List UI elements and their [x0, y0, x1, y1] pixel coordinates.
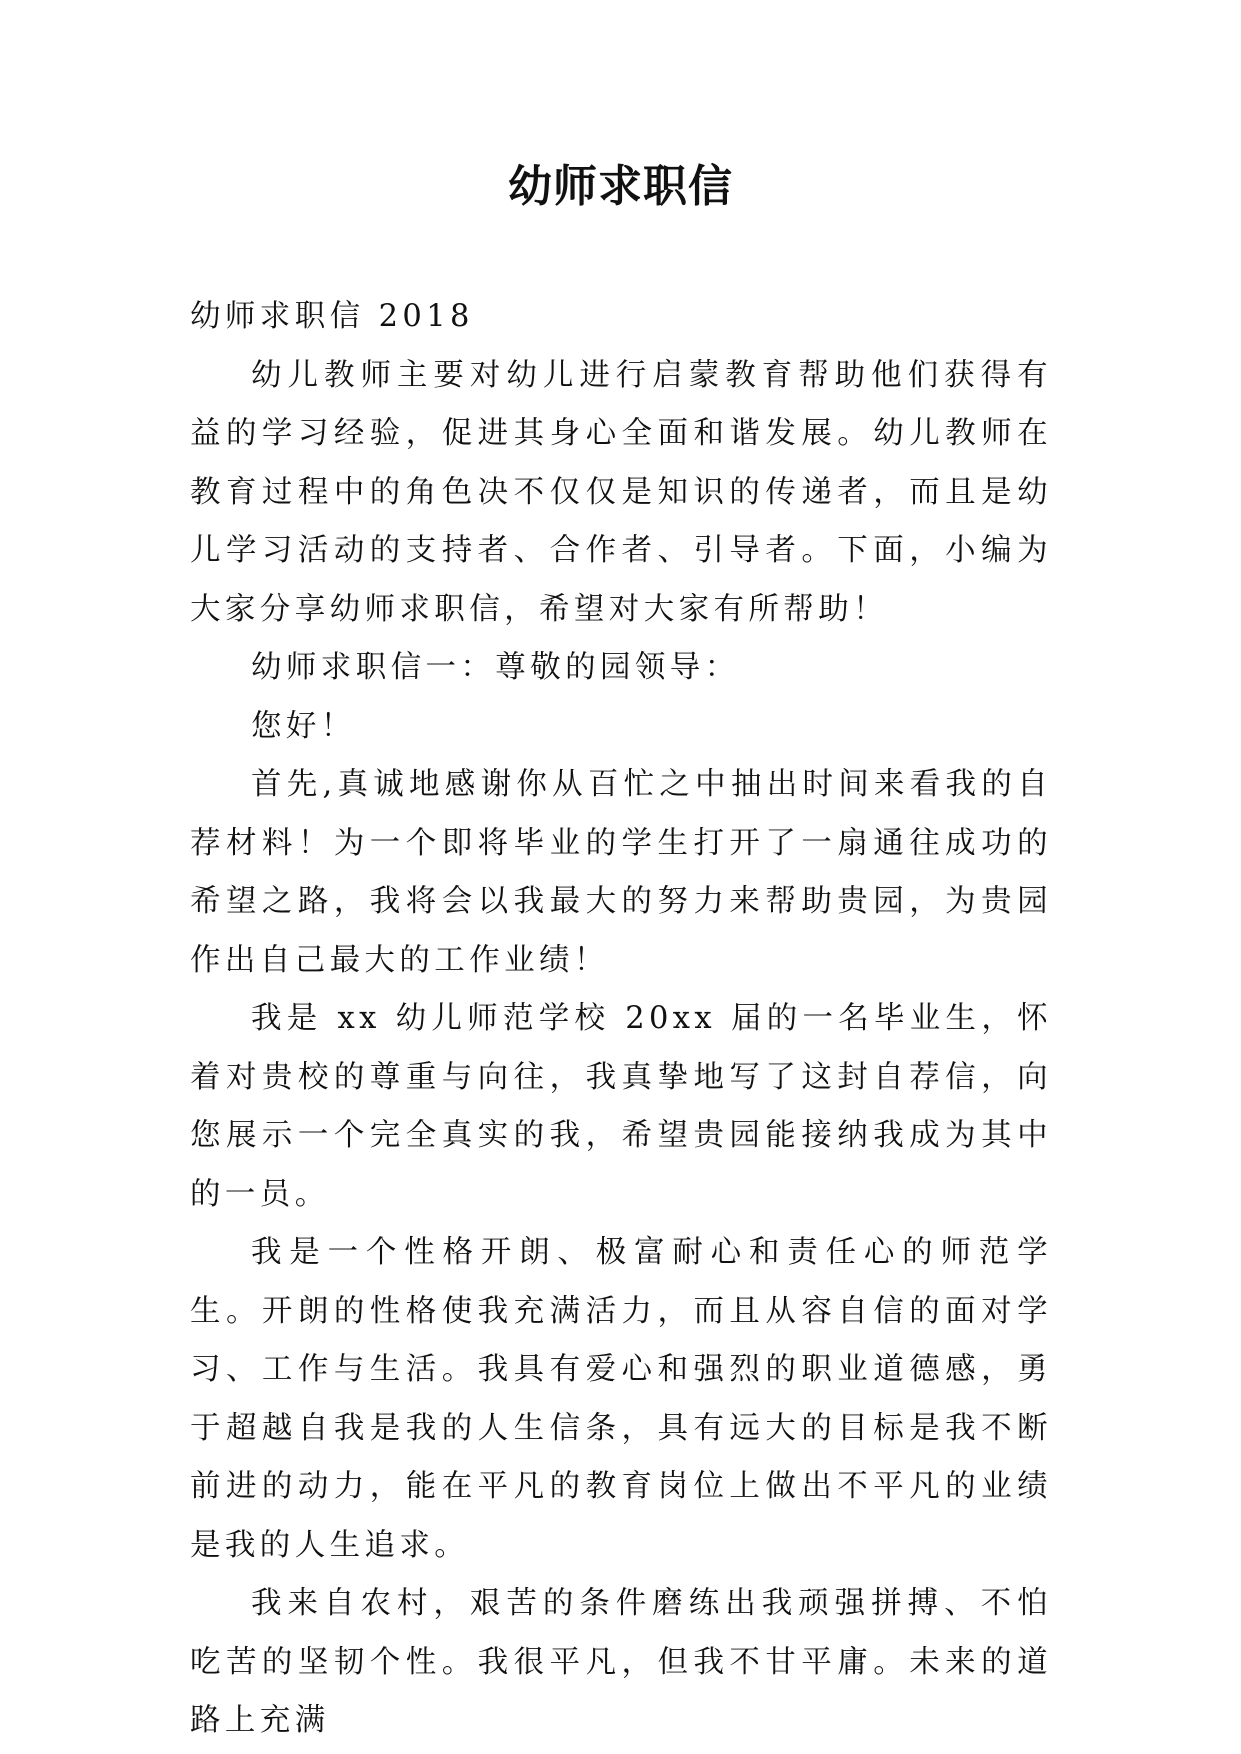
paragraph-thanks: 首先,真诚地感谢你从百忙之中抽出时间来看我的自荐材料！为一个即将毕业的学生打开了一扇通往成功的希望之路，我将会以我最大的努力来帮助贵园，为贵园作出自己最大的工作业绩！ — [190, 767, 1052, 978]
paragraph-greeting: 您好！ — [251, 708, 356, 744]
paragraph-background: 我来自农村，艰苦的条件磨练出我顽强拼搏、不怕吃苦的坚韧个性。我很平凡，但我不甘平庸。未来的道路上充满 — [190, 1586, 1052, 1738]
document-title: 幼师求职信 — [508, 161, 733, 212]
paragraph-personality: 我是一个性格开朗、极富耐心和责任心的师范学生。开朗的性格使我充满活力，而且从容自信的面对学习、工作与生活。我具有爱心和强烈的职业道德感，勇于超越自我是我的人生信条，具有远大的目标是我不断前进的动力，能在平凡的教育岗位上做出不平凡的业绩是我的人生追求。 — [190, 1235, 1052, 1563]
paragraph-heading-year: 幼师求职信 2018 — [190, 299, 474, 334]
paragraph-intro: 幼儿教师主要对幼儿进行启蒙教育帮助他们获得有益的学习经验，促进其身心全面和谐发展。幼儿教师在教育过程中的角色决不仅仅是知识的传递者，而且是幼儿学习活动的支持者、合作者、引导者。下面，小编为大家分享幼师求职信，希望对大家有所帮助！ — [190, 357, 1052, 627]
paragraph-salutation: 幼师求职信一：尊敬的园领导： — [251, 650, 740, 685]
paragraph-self-intro: 我是 xx 幼儿师范学校 20xx 届的一名毕业生，怀着对贵校的尊重与向往，我真挚地写了这封自荐信，向您展示一个完全真实的我，希望贵园能接纳我成为其中的一员。 — [190, 1001, 1052, 1212]
document-body — [190, 288, 1052, 1751]
